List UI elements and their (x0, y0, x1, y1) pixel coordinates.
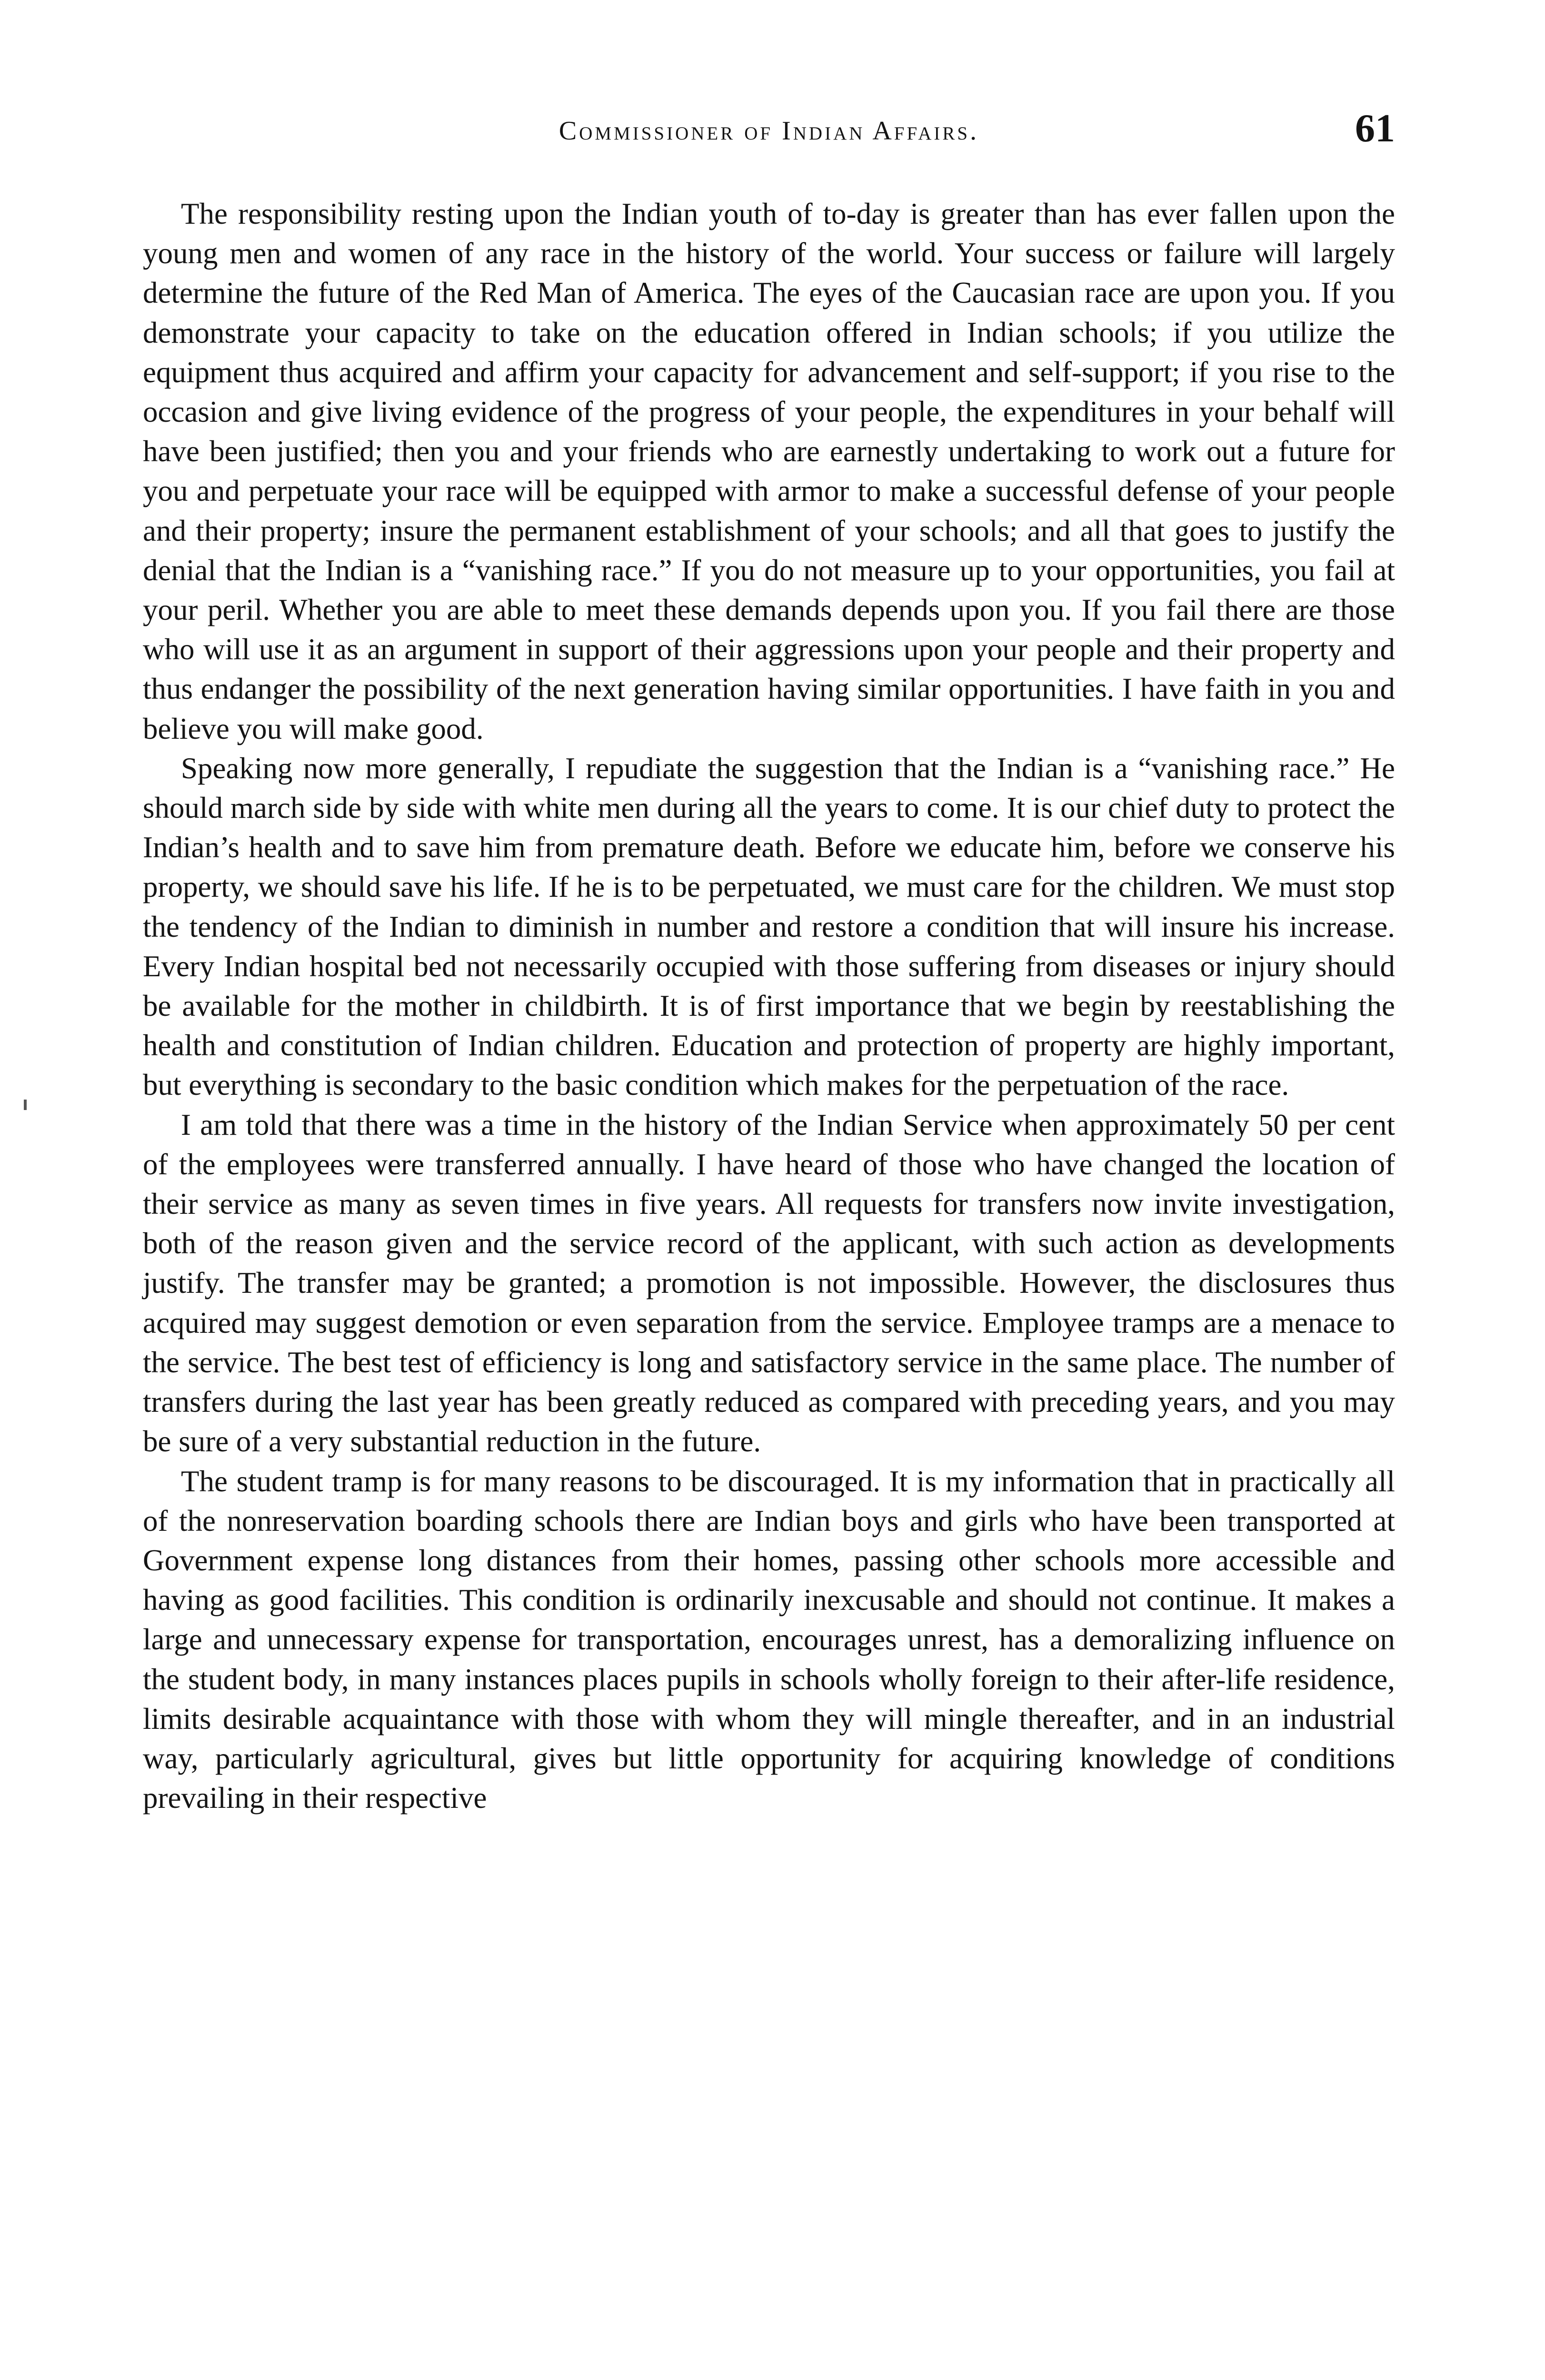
margin-scan-mark (24, 1100, 27, 1110)
running-head (143, 105, 1395, 157)
page-number: 61 (1355, 106, 1395, 150)
paragraph-responsibility: The responsibility resting upon the Indian youth of to-day is greater than has ever fallen upon the young men and women of any race in the history of the world. Your success or failure will largely determine the future of the Red Man of America. The eyes of the Caucasian race are upon you. If you demonstrate your capacity to take on the education offered in Indian schools; if you utilize the equipment thus acquired and affirm your capacity for advancement and self-support; if you rise to the occasion and give living evidence of the progress of your people, the expenditures in your behalf will have been justified; then you and your friends who are earnestly undertaking to work out a future for you and perpetuate your race will be equipped with armor to make a successful defense of your people and their property; insure the permanent establishment of your schools; and all that goes to justify the denial that the Indian is a “vanishing race.” If you do not measure up to your opportunities, you fail at your peril. Whether you are able to meet these demands depends upon you. If you fail there are those who will use it as an argument in support of their aggressions upon your people and their property and thus endanger the possibility of the next generation having similar opportunities. I have faith in you and believe you will make good. (143, 197, 1395, 745)
running-title: Commissioner of Indian Affairs. (558, 116, 979, 146)
paragraph-vanishing-race: Speaking now more generally, I repudiate the suggestion that the Indian is a “vanishing race.” He should march side by side with white men during all the years to come. It is our chief duty to protect the Indian’s health and to save him from premature death. Before we educate him, before we conserve his property, we should save his life. If he is to be perpetuated, we must care for the children. We must stop the tendency of the Indian to diminish in number and restore a condition that will insure his increase. Every Indian hospital bed not necessarily occupied with those suffering from diseases or injury should be available for the mother in childbirth. It is of first importance that we begin by reestablishing the health and constitution of Indian children. Education and protection of property are highly important, but everything is secondary to the basic condition which makes for the perpetuation of the race. (143, 751, 1395, 1102)
paragraph-transfers: I am told that there was a time in the history of the Indian Service when approximately 50 per cent of the employees were transferred annually. I have heard of those who have changed the location of their service as many as seven times in five years. All requests for transfers now invite investigation, both of the reason given and the service record of the applicant, with such action as developments justify. The transfer may be granted; a promotion is not impossible. However, the disclosures thus acquired may suggest demotion or even separation from the service. Employee tramps are a menace to the service. The best test of efficiency is long and satisfactory service in the same place. The number of transfers during the last year has been greatly reduced as compared with preceding years, and you may be sure of a very substantial reduction in the future. (143, 1108, 1395, 1458)
paragraph-student-tramp: The student tramp is for many reasons to be discouraged. It is my information that in practically all of the nonreservation boarding schools there are Indian boys and girls who have been transported at Government expense long distances from their homes, passing other schools more accessible and having as good facilities. This condition is ordinarily inexcusable and should not continue. It makes a large and unnecessary expense for transportation, encourages unrest, has a demoralizing influence on the student body, in many instances places pupils in schools wholly foreign to their after-life residence, limits desirable acquaintance with those with whom they will mingle thereafter, and in an industrial way, particularly agricultural, gives but little opportunity for acquiring knowledge of conditions prevailing in their respective (143, 1464, 1395, 1815)
body-text (143, 194, 1395, 1818)
